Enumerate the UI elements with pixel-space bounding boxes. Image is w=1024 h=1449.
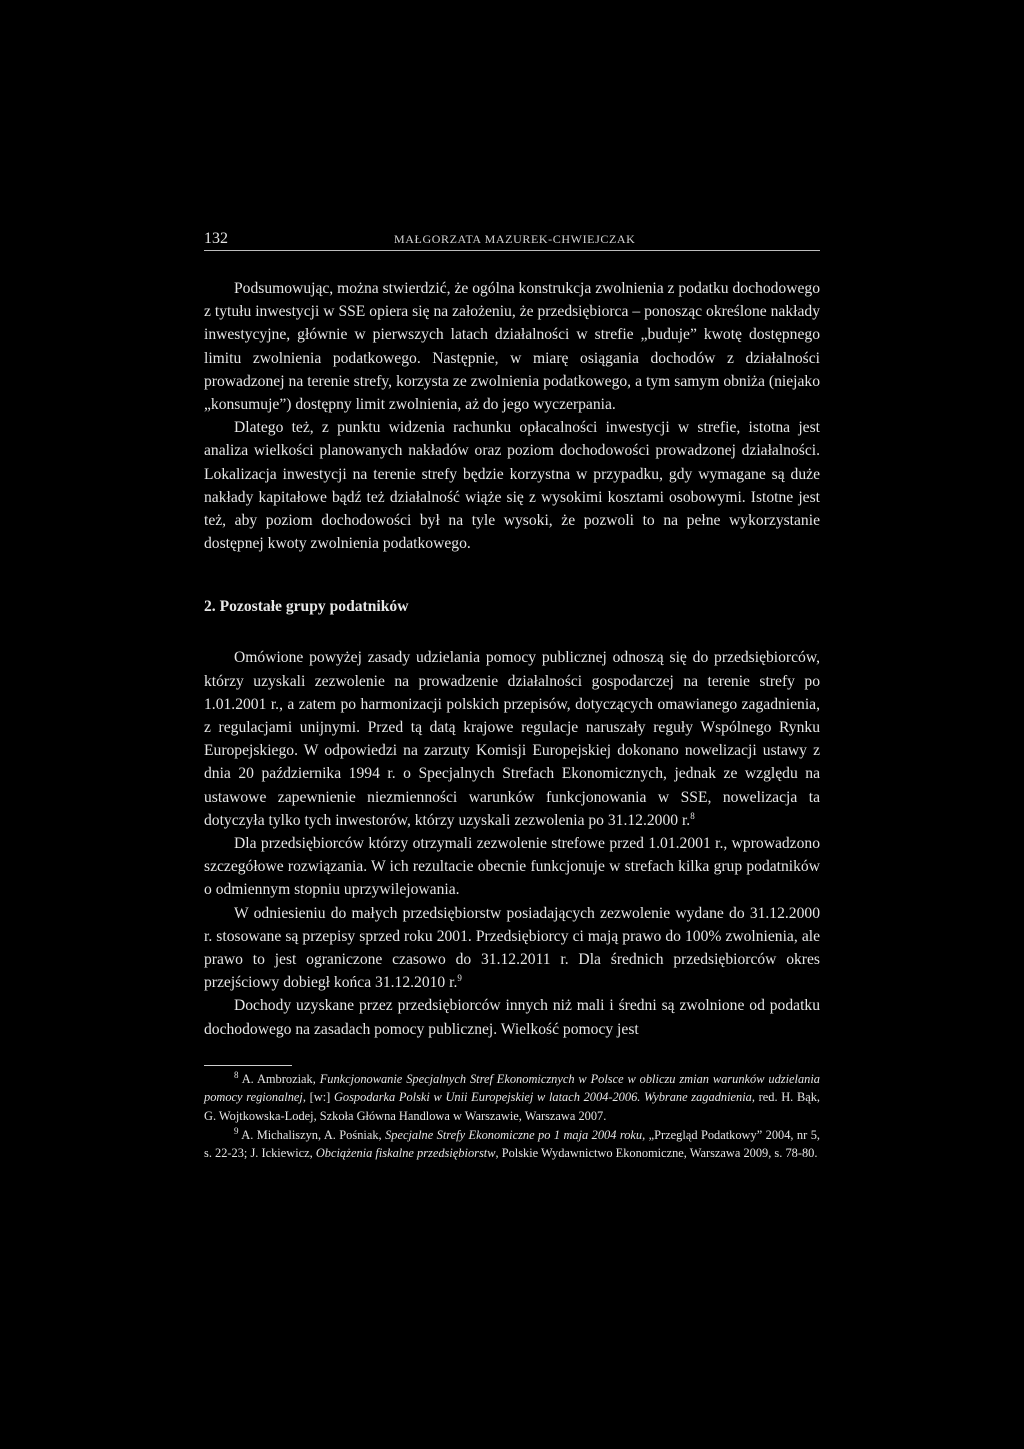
page-number: 132 bbox=[204, 230, 228, 247]
footnote-author: A. Ambroziak, bbox=[241, 1071, 320, 1086]
footnote-text: , [w:] bbox=[302, 1090, 334, 1105]
footnote-book-title: Gospodarka Polski w Unii Europejskiej w latach 2004-2006. Wybrane zagadnienia bbox=[333, 1090, 752, 1105]
footnote-mark: 9 bbox=[234, 1125, 239, 1136]
footnote-9 bbox=[204, 1126, 820, 1163]
footnote-book-title: Obciążenia fiskalne przedsiębiorstw bbox=[315, 1146, 496, 1161]
footnote-reference[interactable]: 8 bbox=[690, 810, 695, 821]
footnote-title: Funkcjonowanie Specjalnych Stref Ekonomicznych w Polsce w obliczu zmian warunków udzielania pomocy regionalnej bbox=[204, 1071, 821, 1105]
section-heading: 2. Pozostałe grupy podatników bbox=[204, 598, 409, 616]
footnote-8 bbox=[204, 1070, 820, 1126]
running-title: MAŁGORZATA MAZUREK-CHWIEJCZAK bbox=[394, 232, 636, 246]
footnote-title: Specjalne Strefy Ekonomiczne po 1 maja 2004 roku bbox=[385, 1127, 643, 1142]
footnote-text: , „Przegląd Podatkowy” 2004, nr 5, s. 22-23; J. Ickiewicz, bbox=[204, 1127, 820, 1161]
footnote-author: A. Michaliszyn, A. Pośniak, bbox=[241, 1127, 386, 1142]
footnote-separator bbox=[204, 1065, 292, 1066]
body-paragraph: Dla przedsiębiorców którzy otrzymali zezwolenie strefowe przed 1.01.2001 r., wprowadzono szczegółowe rozwiązania. W ich rezultacie obecnie funkcjonuje w strefach kilka grup podatników o odmiennym stopniu uprzywilejowania. bbox=[204, 835, 820, 899]
paragraph-text: Omówione powyżej zasady udzielania pomocy publicznej odnoszą się do przedsiębiorców, którzy uzyskali zezwolenie na prowadzenie działalności gospodarczej na terenie strefy po 1.01.2001 r., a zatem po harmonizacji polskich przepisów, dotyczących omawianego zagadnienia, z regulacjami unijnymi. Przed tą datą krajowe regulacje naruszały reguły Wspólnego Rynku Europejskiego. W odpowiedzi na zarzuty Komisji Europejskiej dokonano nowelizacji ustawy z dnia 20 października 1994 r. o Specjalnych Strefach Ekonomicznych, jednak ze względu na ustawowe zapewnienie niezmienności warunków funkcjonowania w SSE, nowelizacja ta dotyczyła tylko tych inwestorów, którzy uzyskali zezwolenia po 31.12.2000 r. bbox=[204, 649, 820, 829]
paragraph-text: W odniesieniu do małych przedsiębiorstw posiadających zezwolenie wydane do 31.12.2000 r. stosowane są przepisy sprzed roku 2001. Przedsiębiorcy ci mają prawo do 100% zwolnienia, ale prawo to jest ograniczone czasowo do 31.12.2011 r. Dla średnich przedsiębiorców okres przejściowy dobiegł końca 31.12.2010 r. bbox=[204, 904, 820, 992]
running-header bbox=[204, 230, 820, 251]
body-paragraph: Dlatego też, z punktu widzenia rachunku opłacalności inwestycji w strefie, istotna jest analiza wielkości planowanych nakładów oraz poziom dochodowości prowadzonej działalności. Lokalizacja inwestycji na terenie strefy będzie korzystna w przypadku, gdy wymagane są duże nakłady kapitałowe bądź też działalność wiąże się z wysokimi kosztami osobowymi. Istotne jest też, aby poziom dochodowości był na tyle wysoki, że pozwoli to na pełne wykorzystanie dostępnej kwoty zwolnienia podatkowego. bbox=[204, 419, 820, 553]
footnote-text: , Polskie Wydawnictwo Ekonomiczne, Warszawa 2009, s. 78-80. bbox=[495, 1146, 818, 1161]
footnote-mark: 8 bbox=[234, 1069, 239, 1080]
body-paragraph: Podsumowując, można stwierdzić, że ogólna konstrukcja zwolnienia z podatku dochodowego z tytułu inwestycji w SSE opiera się na założeniu, że przedsiębiorca – ponosząc określone nakłady inwestycyjne, głównie w pierwszych latach działalności w strefie „buduje” kwotę dostępnego limitu zwolnienia podatkowego. Następnie, w miarę osiągania dochodów z działalności prowadzonej na terenie strefy, korzysta ze zwolnienia podatkowego, a tym samym obniża (niejako „konsumuje”) dostępny limit zwolnienia, aż do jego wyczerpania. bbox=[204, 280, 820, 414]
body-paragraph: Dochody uzyskane przez przedsiębiorców innych niż mali i średni są zwolnione od podatku dochodowego na zasadach pomocy publicznej. Wielkość pomocy jest bbox=[204, 997, 820, 1038]
document-page bbox=[204, 230, 820, 1163]
body-paragraph bbox=[204, 646, 820, 832]
footnote-reference[interactable]: 9 bbox=[457, 973, 462, 984]
footnote-text: , red. H. Bąk, G. Wojtkowska-Lodej, Szkoła Główna Handlowa w Warszawie, Warszawa 2007. bbox=[204, 1090, 821, 1124]
body-paragraph bbox=[204, 902, 820, 995]
